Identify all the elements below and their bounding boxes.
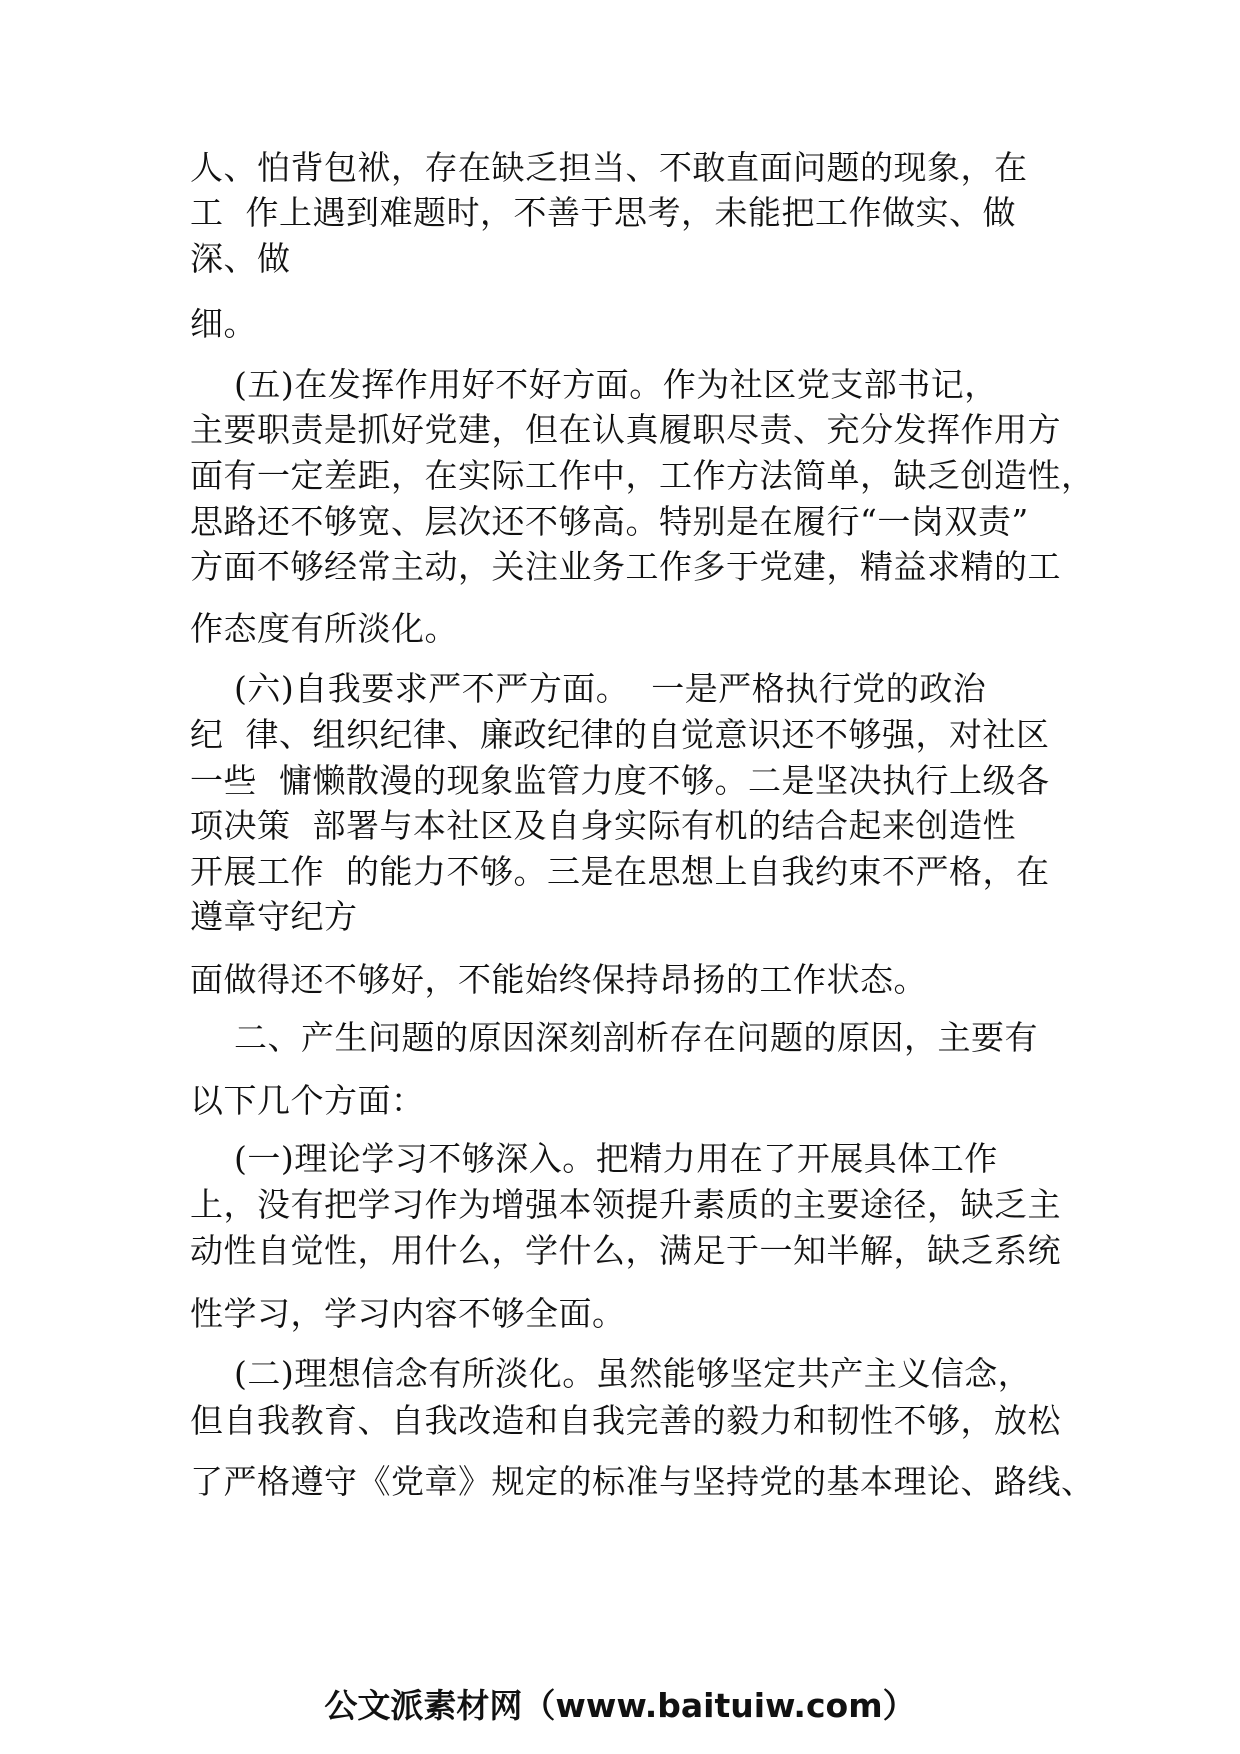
- text-line: 面做得还不够好，不能始终保持昂扬的工作状态。: [190, 960, 927, 999]
- text-line: (六)自我要求严不严方面。 一是严格执行党的政治: [190, 669, 987, 708]
- page-footer: 公文派素材网（www.baituiw.com）: [324, 1686, 916, 1725]
- text-line: 细。: [190, 304, 257, 343]
- text-line: 性学习，学习内容不够全面。: [190, 1294, 626, 1333]
- text-line: 以下几个方面：: [190, 1081, 425, 1120]
- text-line: 思路还不够宽、层次还不够高。特别是在履行“一岗双责”: [190, 502, 1029, 541]
- text-line: (五)在发挥作用好不好方面。作为社区党支部书记，: [190, 365, 998, 404]
- text-line: 二、产生问题的原因深刻剖析存在问题的原因，主要有: [190, 1018, 1038, 1057]
- text-line: 人、怕背包袱，存在缺乏担当、不敢直面问题的现象，在: [190, 148, 1028, 187]
- text-line: 作态度有所淡化。: [190, 609, 458, 648]
- text-line: 一些 慵懒散漫的现象监管力度不够。二是坚决执行上级各: [190, 761, 1050, 800]
- text-line: 项决策 部署与本社区及自身实际有机的结合起来创造性: [190, 806, 1016, 845]
- text-line: 上，没有把学习作为增强本领提升素质的主要途径，缺乏主: [190, 1185, 1061, 1224]
- text-line: 主要职责是抓好党建，但在认真履职尽责、充分发挥作用方: [190, 410, 1061, 449]
- text-line: 开展工作 的能力不够。三是在思想上自我约束不严格，在: [190, 852, 1050, 891]
- text-line: 遵章守纪方: [190, 897, 358, 936]
- text-line: 了严格遵守《党章》规定的标准与坚持党的基本理论、路线、: [190, 1462, 1095, 1501]
- text-line: (一)理论学习不够深入。把精力用在了开展具体工作: [190, 1139, 998, 1178]
- text-line: 面有一定差距，在实际工作中，工作方法简单，缺乏创造性，: [190, 456, 1095, 495]
- text-line: (二)理想信念有所淡化。虽然能够坚定共产主义信念，: [190, 1354, 1032, 1393]
- text-line: 但自我教育、自我改造和自我完善的毅力和韧性不够，放松: [190, 1401, 1061, 1440]
- text-line: 深、做: [190, 239, 291, 278]
- text-line: 工 作上遇到难题时，不善于思考，未能把工作做实、做: [190, 193, 1016, 232]
- text-line: 方面不够经常主动，关注业务工作多于党建，精益求精的工: [190, 547, 1061, 586]
- text-line: 动性自觉性，用什么，学什么，满足于一知半解，缺乏系统: [190, 1231, 1061, 1270]
- text-line: 纪 律、组织纪律、廉政纪律的自觉意识还不够强，对社区: [190, 715, 1050, 754]
